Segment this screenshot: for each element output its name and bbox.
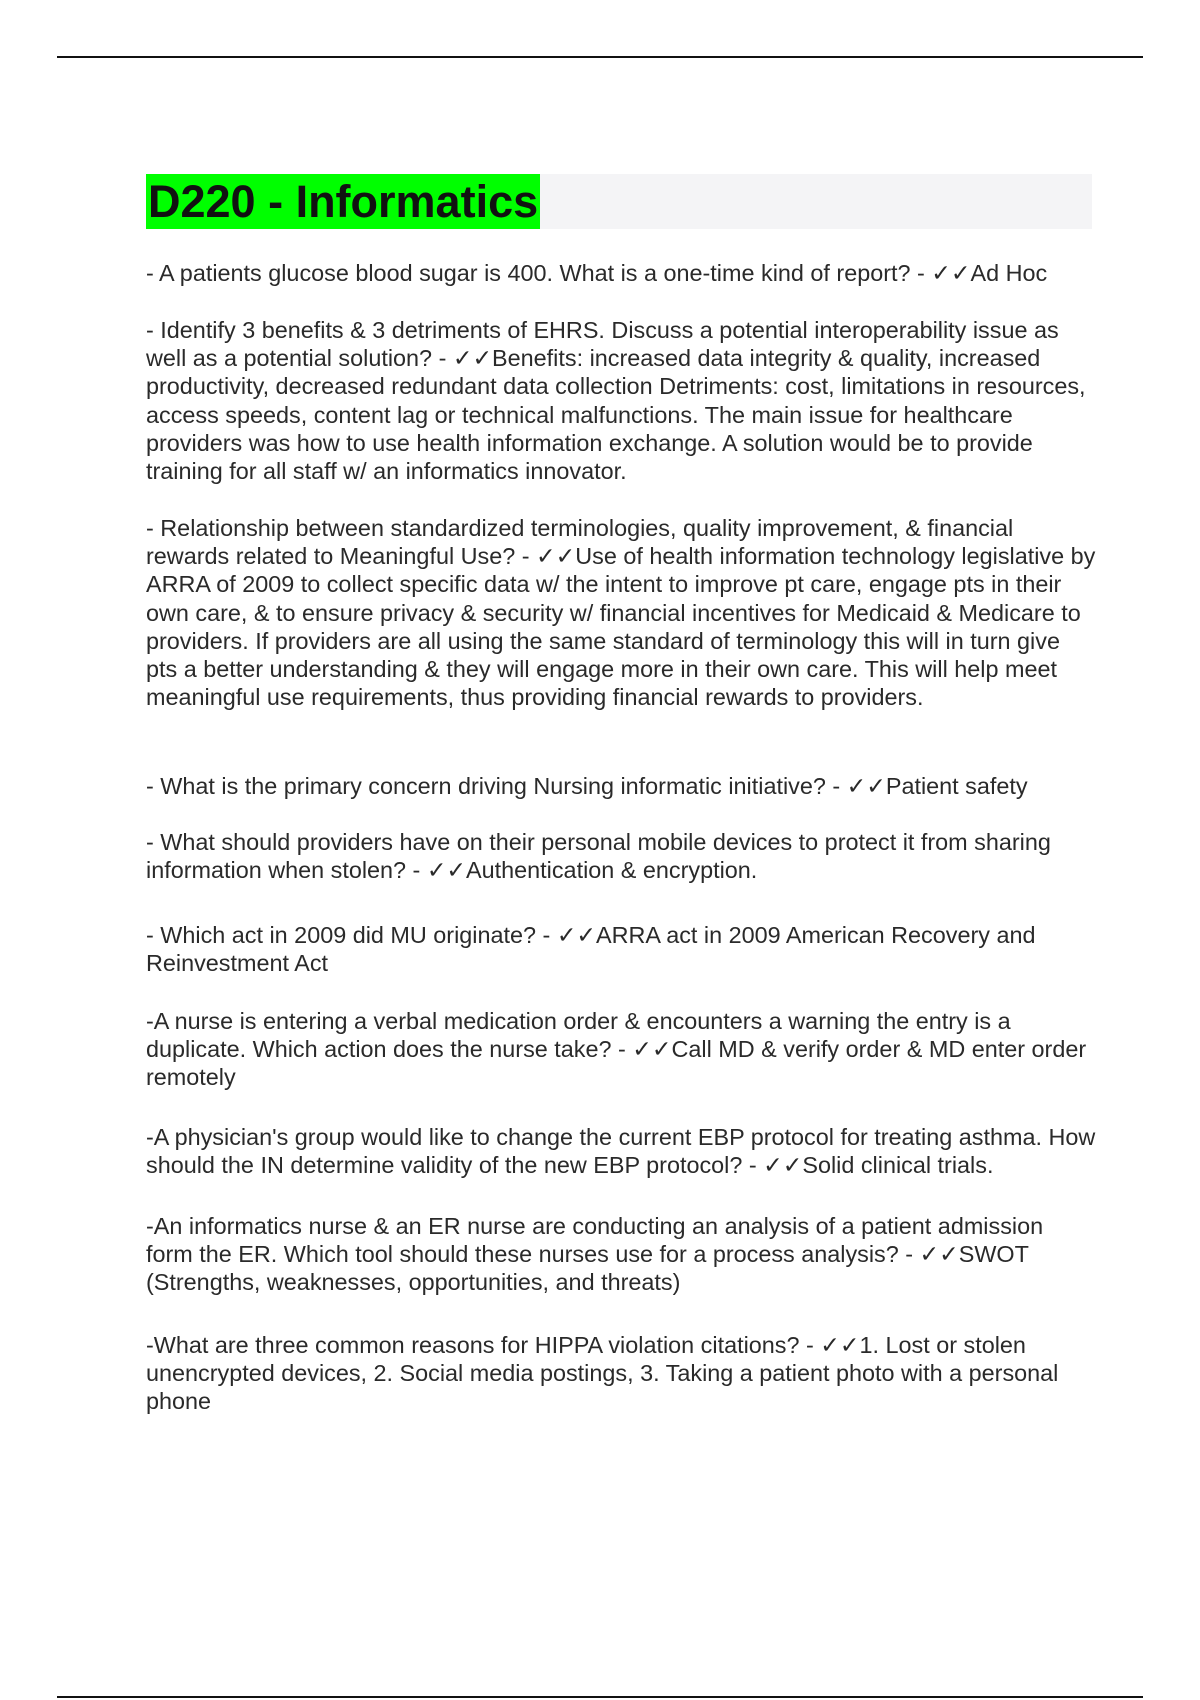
qa-item-9: -An informatics nurse & an ER nurse are conducting an analysis of a patient admission form the ER. Which tool should these nurses use for a process analysis? - ✓✓SWOT (Strengths, weaknesses, opportunities, and threats) [146, 1213, 1044, 1296]
qa-item-6: - Which act in 2009 did MU originate? - ✓✓ARRA act in 2009 American Recovery and Reinvestment Act [146, 922, 1036, 977]
qa-item-3: - Relationship between standardized terminologies, quality improvement, & financial rewards related to Meaningful Use? - ✓✓Use of health information technology legislative by ARRA of 2009 to collect specific data w/ the intent to improve pt care, engage pts in their own care, & to ensure privacy & security w/ financial incentives for Medicaid & Medicare to providers. If providers are all using the same standard of terminology this will in turn give pts a better understanding & they will engage more in their own care. This will help meet meaningful use requirements, thus providing financial rewards to providers. [146, 515, 1096, 711]
qa-item-8: -A physician's group would like to change the current EBP protocol for treating asthma. How should the IN determine validity of the new EBP protocol? - ✓✓Solid clinical trials. [146, 1124, 1096, 1179]
qa-item-1: - A patients glucose blood sugar is 400. What is a one-time kind of report? - ✓✓Ad Hoc [146, 260, 1048, 286]
top-rule [57, 56, 1143, 58]
qa-item-2: - Identify 3 benefits & 3 detriments of EHRS. Discuss a potential interoperability issue as well as a potential solution? - ✓✓Benefits: increased data integrity & quality, increased productivity, decreased redundant data collection Detriments: cost, limitations in resources, access speeds, content lag or technical malfunctions. The main issue for healthcare providers was how to use health information exchange. A solution would be to provide training for all staff w/ an informatics innovator. [146, 317, 1086, 485]
bottom-rule [57, 1696, 1143, 1698]
document-title: D220 - Informatics [148, 176, 539, 227]
qa-item-7: -A nurse is entering a verbal medication order & encounters a warning the entry is a duplicate. Which action does the nurse take? - ✓✓Call MD & verify order & MD enter order remotely [146, 1008, 1087, 1091]
qa-item-4: - What is the primary concern driving Nursing informatic initiative? - ✓✓Patient safety [146, 773, 1028, 799]
qa-item-5: - What should providers have on their personal mobile devices to protect it from sharing information when stolen? - ✓✓Authentication & encryption. [146, 829, 1051, 884]
qa-item-10: -What are three common reasons for HIPPA violation citations? - ✓✓1. Lost or stolen unencrypted devices, 2. Social media postings, 3. Taking a patient photo with a personal phone [146, 1332, 1059, 1415]
